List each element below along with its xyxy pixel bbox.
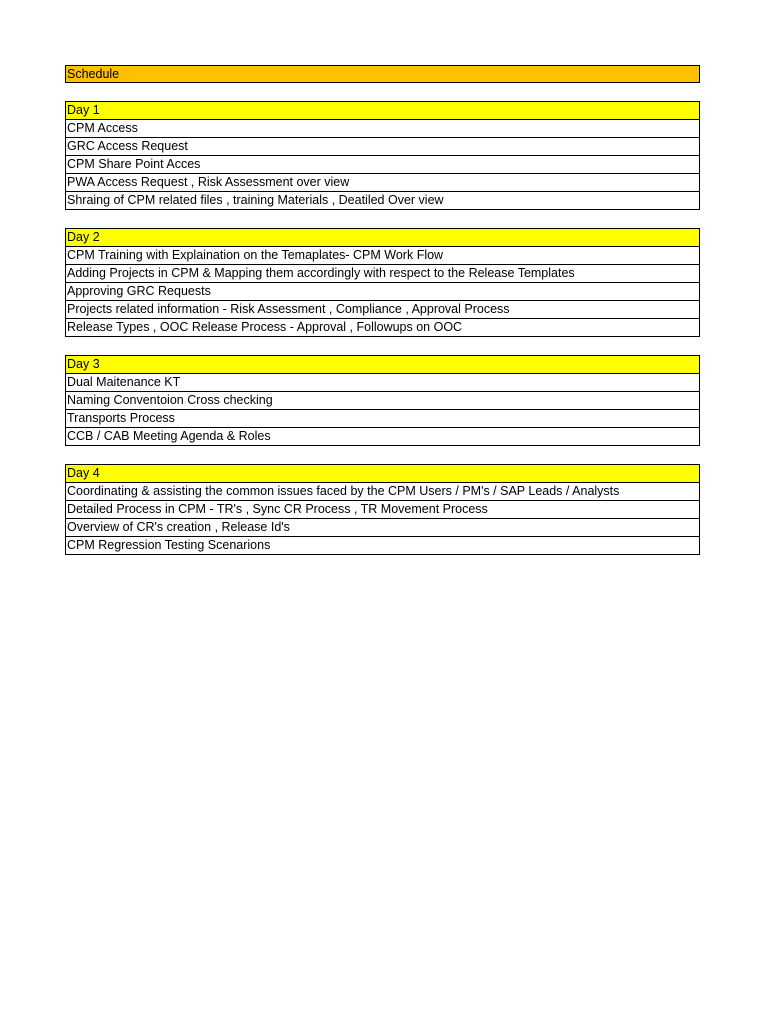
schedule-item: Shraing of CPM related files , training Materials , Deatiled Over view — [65, 192, 700, 210]
day-block-3 — [65, 355, 700, 446]
schedule-item: Dual Maitenance KT — [65, 374, 700, 392]
day-header: Day 3 — [65, 355, 700, 374]
schedule-item: Transports Process — [65, 410, 700, 428]
schedule-sheet — [65, 65, 700, 555]
schedule-item: CCB / CAB Meeting Agenda & Roles — [65, 428, 700, 446]
day-header: Day 4 — [65, 464, 700, 483]
schedule-item: Approving GRC Requests — [65, 283, 700, 301]
schedule-title: Schedule — [65, 65, 700, 83]
day-header: Day 2 — [65, 228, 700, 247]
schedule-item: Projects related information - Risk Assessment , Compliance , Approval Process — [65, 301, 700, 319]
schedule-item: GRC Access Request — [65, 138, 700, 156]
schedule-item: Naming Conventoion Cross checking — [65, 392, 700, 410]
schedule-item: CPM Share Point Acces — [65, 156, 700, 174]
day-header: Day 1 — [65, 101, 700, 120]
schedule-item: Detailed Process in CPM - TR's , Sync CR Process , TR Movement Process — [65, 501, 700, 519]
schedule-item: CPM Access — [65, 120, 700, 138]
schedule-item: Overview of CR's creation , Release Id's — [65, 519, 700, 537]
schedule-item: CPM Regression Testing Scenarions — [65, 537, 700, 555]
day-block-4 — [65, 464, 700, 555]
schedule-item: PWA Access Request , Risk Assessment over view — [65, 174, 700, 192]
schedule-item: CPM Training with Explaination on the Temaplates- CPM Work Flow — [65, 247, 700, 265]
day-block-2 — [65, 228, 700, 337]
day-block-1 — [65, 101, 700, 210]
schedule-item: Adding Projects in CPM & Mapping them accordingly with respect to the Release Templates — [65, 265, 700, 283]
schedule-item: Coordinating & assisting the common issues faced by the CPM Users / PM's / SAP Leads / Analysts — [65, 483, 700, 501]
schedule-item: Release Types , OOC Release Process - Approval , Followups on OOC — [65, 319, 700, 337]
